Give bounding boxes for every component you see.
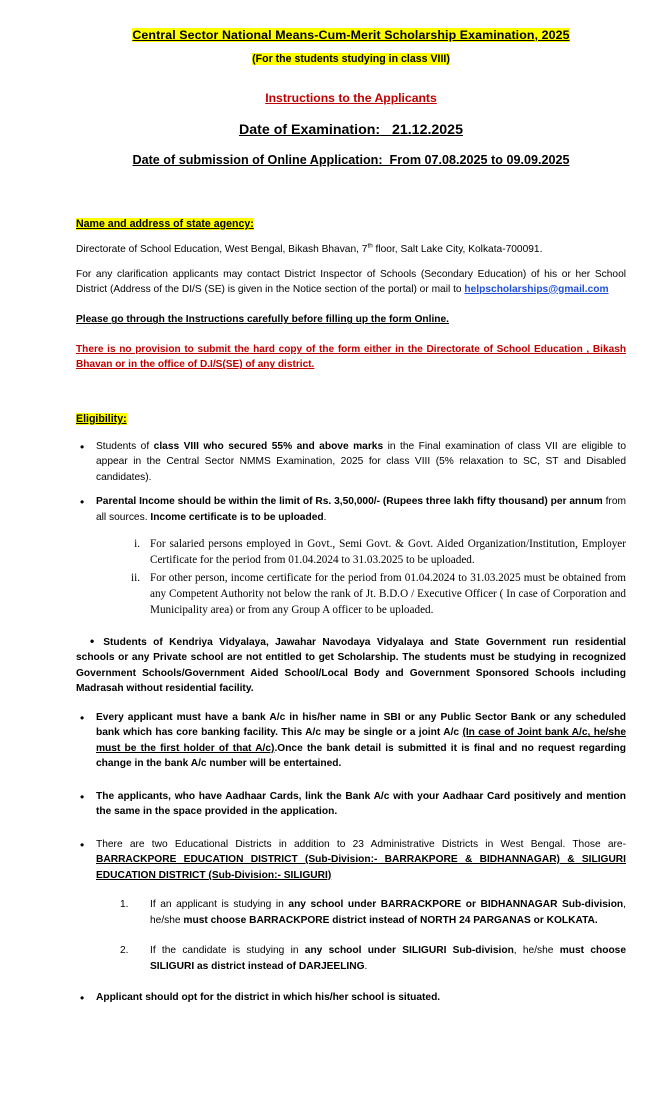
educational-districts-intro: There are two Educational Districts in addition to 23 Administrative Districts in West Bengal. Those are- xyxy=(96,838,626,850)
read-instructions-notice: Please go through the Instructions carefully before filling up the form Online. xyxy=(76,314,450,326)
district-rule-1-seg3: , he/she xyxy=(150,899,626,926)
eligibility-income-seg2: from all sources. xyxy=(96,496,626,523)
eligibility-marks-seg3: in the Final examination of class VII are eligible to appear in the Central Sector NMMS Examination, 2025 for class VIII (5% relaxation to SC, ST and Disabled candidates). xyxy=(96,440,626,483)
agency-heading-container xyxy=(76,214,626,232)
income-proof-item-ii-marker: ii. xyxy=(130,571,140,584)
exam-date-line xyxy=(239,122,463,138)
document-subtitle: (For the students studying in class VIII) xyxy=(252,53,450,65)
district-rule-2-seg1: If the candidate is studying in xyxy=(150,944,305,956)
eligibility-marks-seg1: Students of xyxy=(96,440,154,452)
exam-date-label: Date of Examination: xyxy=(239,122,381,138)
income-proof-item-ii xyxy=(76,571,626,619)
bank-account-joint-note: (In case of Joint bank A/c, he/she must be the first holder of that A/c) xyxy=(96,727,626,754)
page-title: Central Sector National Means-Cum-Merit Scholarship Examination, 2025 xyxy=(132,28,570,42)
agency-address xyxy=(76,243,626,258)
income-proof-item-ii-text: For other person, income certificate for the period from 01.04.2024 to 31.03.2025 must be obtained from any Competent Authority not below the rank of Jt. B.D.O / Executive Officer ( In case of Corporation and Municipality area) or from any Group A officer to be uploaded. xyxy=(150,571,626,616)
eligibility-bullet-educational-districts xyxy=(76,837,626,884)
eligibility-bullet-aadhaar xyxy=(76,789,626,820)
district-rule-item-1-marker: 1. xyxy=(120,899,129,911)
district-rule-2-action: must choose SILIGURI as district instead of DARJEELING xyxy=(150,944,626,972)
district-rule-item-2 xyxy=(76,943,626,975)
district-rule-1-seg1: If an applicant is studying in xyxy=(150,899,289,911)
bank-account-seg1: Every applicant must have a bank A/c in his/her name in SBI or any Public Sector Bank or any scheduled bank which has core banking facility. This A/c may be single or a joint A/c xyxy=(96,711,626,739)
submission-date-container xyxy=(76,151,626,169)
eligibility-heading-container xyxy=(76,409,626,427)
eligibility-marks-highlight: class VIII who secured 55% and above marks xyxy=(153,440,384,452)
eligibility-bullet-income xyxy=(76,494,626,525)
income-proof-item-i-text: For salaried persons employed in Govt., Semi Govt. & Govt. Aided Organization/Institution, Employer Certificate for the period from 01.04.2024 to 31.03.2025 to be uploaded. xyxy=(150,538,626,567)
district-rule-2-seg3: , he/she xyxy=(513,944,560,956)
district-rule-2-subdivision: any school under SILIGURI Sub-division xyxy=(304,944,514,956)
document-title-container xyxy=(76,26,626,44)
bank-account-seg3: .Once the bank detail is submitted it is final and no request regarding change in the bank A/c number will be entertained. xyxy=(96,742,626,770)
agency-clarification xyxy=(76,268,626,298)
exam-date-value: 21.12.2025 xyxy=(391,122,463,138)
submission-date-label: Date of submission of Online Application: xyxy=(132,153,383,167)
eligibility-income-seg4: . xyxy=(323,511,327,523)
exam-date-container xyxy=(76,121,626,139)
agency-clarification-text: For any clarification applicants may contact District Inspector of Schools (Secondary Education) of his or her School District (Address of the DI/S (SE) is given in the Notice section of the portal) or mail to xyxy=(76,268,626,295)
eligibility-income-certificate: Income certificate is to be uploaded xyxy=(150,511,324,523)
instructions-heading: Instructions to the Applicants xyxy=(265,91,437,105)
income-proof-item-i xyxy=(76,537,626,569)
eligibility-bullet-residential-schools xyxy=(76,632,626,697)
district-rule-1-action: must choose BARRACKPORE district instead of NORTH 24 PARGANAS or KOLKATA. xyxy=(183,914,598,926)
aadhaar-text: The applicants, who have Aadhaar Cards, link the Bank A/c with your Aadhaar Card positively and mention the same in the space provided in the application. xyxy=(96,790,626,818)
instructions-heading-container xyxy=(76,89,626,107)
support-email-link[interactable]: helpscholarships@gmail.com xyxy=(464,283,609,295)
district-rule-2-seg5: . xyxy=(364,960,368,972)
district-rule-item-1 xyxy=(76,897,626,929)
opt-district-text: Applicant should opt for the district in which his/her school is situated. xyxy=(96,992,441,1004)
residential-schools-text: Students of Kendriya Vidyalaya, Jawahar Navodaya Vidyalaya and State Government run residential schools or any Private school are not entitled to get Scholarship. The students must be studying in recognized Government Schools/Government Aided School/Local Body and Government Sponsored Schools including Madrasah without residential facility. xyxy=(76,636,626,695)
eligibility-heading: Eligibility: xyxy=(76,412,127,425)
district-rule-item-2-marker: 2. xyxy=(120,944,129,956)
district-rule-1-subdivision: any school under BARRACKPORE or BIDHANNAGAR Sub-division xyxy=(288,899,624,911)
document-subtitle-container xyxy=(76,49,626,67)
bullet-dot-icon: • xyxy=(90,633,95,648)
submission-date-value: From 07.08.2025 to 09.09.2025 xyxy=(389,153,570,167)
no-hard-copy-warning: There is no provision to submit the hard copy of the form either in the Directorate of School Education , Bikash Bhavan or in the office of D.I/S(SE) of any district. xyxy=(76,344,626,371)
eligibility-bullet-marks xyxy=(76,439,626,486)
agency-address-part2: floor, Salt Lake City, Kolkata-700091. xyxy=(372,244,543,255)
submission-date-line xyxy=(133,153,570,167)
income-proof-item-i-marker: i. xyxy=(134,538,140,551)
agency-address-ordinal-suffix: th xyxy=(367,242,373,250)
agency-heading: Name and address of state agency: xyxy=(76,218,254,230)
eligibility-bullet-bank-account xyxy=(76,710,626,772)
eligibility-income-limit: Parental Income should be within the limit of Rs. 3,50,000/- (Rupees three lakh fifty thousand) per annum xyxy=(96,496,603,508)
eligibility-bullet-opt-district xyxy=(76,990,626,1006)
agency-address-part1: Directorate of School Education, West Bengal, Bikash Bhavan, 7 xyxy=(76,244,368,255)
educational-districts-names: BARRACKPORE EDUCATION DISTRICT (Sub-Division:- BARRAKPORE & BIDHANNAGAR) & SILIGURI EDUCATION DISTRICT (Sub-Division:- SILIGURI) xyxy=(96,854,626,881)
